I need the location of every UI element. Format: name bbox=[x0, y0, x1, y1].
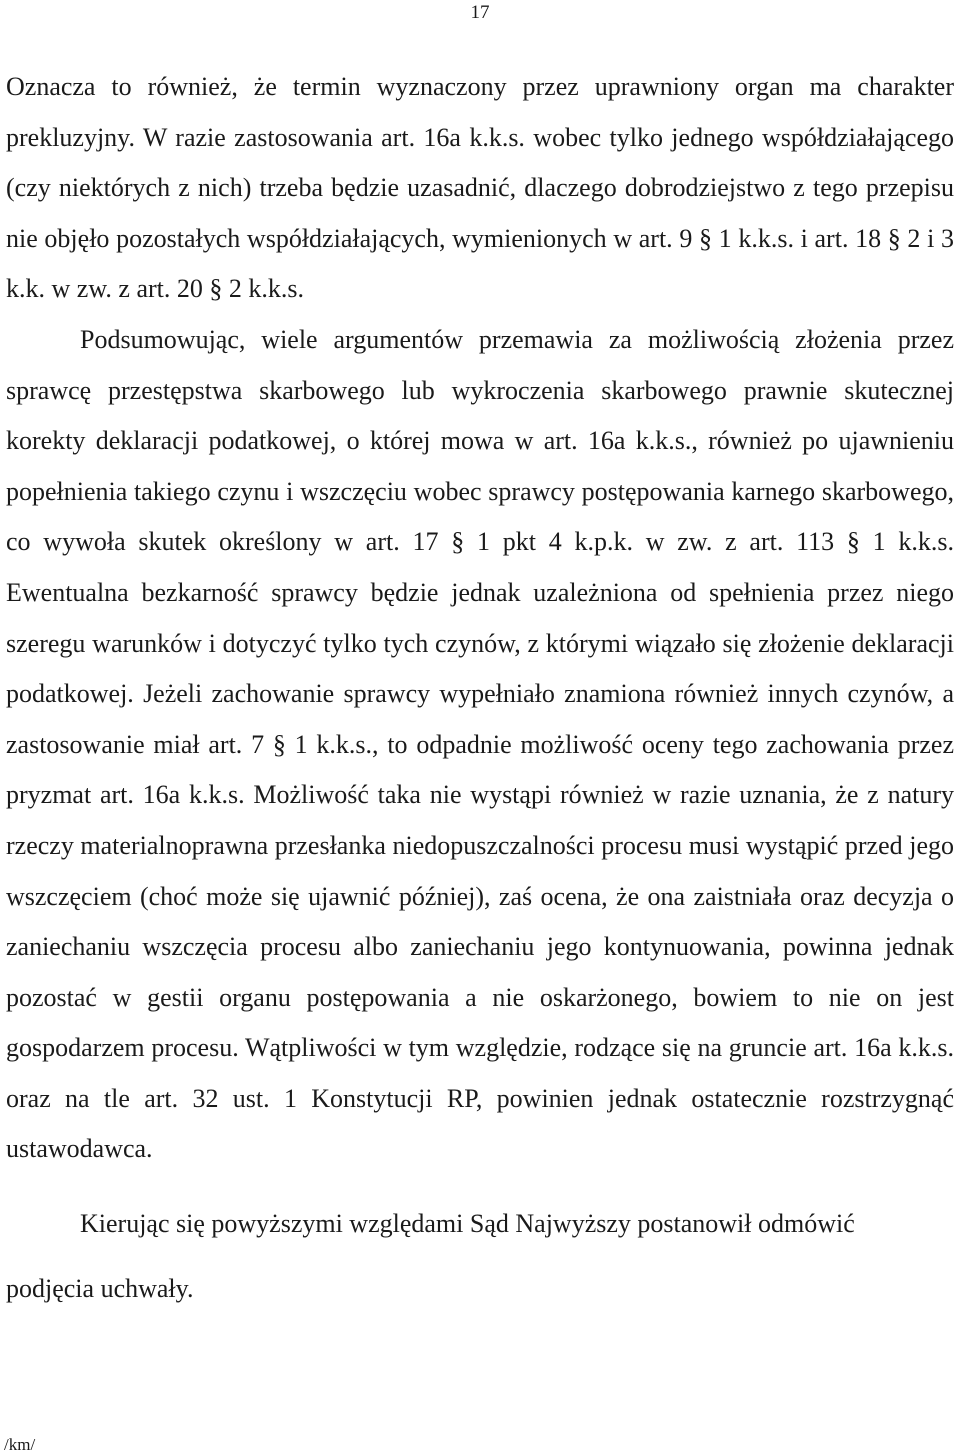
closing-paragraph-continuation: podjęcia uchwały. bbox=[6, 1273, 194, 1303]
author-initials: /km/ bbox=[4, 1435, 36, 1454]
document-body bbox=[6, 62, 954, 1314]
paragraph: Oznacza to również, że termin wyznaczony przez uprawniony organ ma charakter prekluzyjny. W razie zastosowania art. 16a k.k.s. wobec tylko jednego współdziałającego (czy niektórych z nich) trzeba będzie uzasadnić, dlaczego dobrodziejstwo z tego przepisu nie objęło pozostałych współdziałających, wymienionych w art. 9 § 1 k.k.s. i art. 18 § 2 i 3 k.k. w zw. z art. 20 § 2 k.k.s. bbox=[6, 72, 954, 304]
closing-paragraph-line: Kierując się powyższymi względami Sąd Najwyższy postanowił odmówić bbox=[80, 1209, 855, 1239]
page-number: 17 bbox=[470, 2, 490, 23]
paragraph: Podsumowując, wiele argumentów przemawia za możliwością złożenia przez sprawcę przestępstwa skarbowego lub wykroczenia skarbowego prawnie skutecznej korekty deklaracji podatkowej, o której mowa w art. 16a k.k.s., również po ujawnieniu popełnienia takiego czynu i wszczęciu wobec sprawcy postępowania karnego skarbowego, co wywoła skutek określony w art. 17 § 1 pkt 4 k.p.k. w zw. z art. 113 § 1 k.k.s. Ewentualna bezkarność sprawcy będzie jednak uzależniona od spełnienia przez niego szeregu warunków i dotyczyć tylko tych czynów, z którymi wiązało się złożenie deklaracji podatkowej. Jeżeli zachowanie sprawcy wypełniało znamiona również innych czynów, a zastosowanie miał art. 7 § 1 k.k.s., to odpadnie możliwość oceny tego zachowania przez pryzmat art. 16a k.k.s. Możliwość taka nie wystąpi również w razie uznania, że z natury rzeczy materialnoprawna przesłanka niedopuszczalności procesu musi wystąpić przed jego wszczęciem (choć może się ujawnić później), zaś ocena, że ona zaistniała oraz decyzja o zaniechaniu wszczęcia procesu albo zaniechaniu jego kontynuowania, powinna jednak pozostać w gestii organu postępowania a nie oskarżonego, bowiem to nie on jest gospodarzem procesu. Wątpliwości w tym względzie, rodzące się na gruncie art. 16a k.k.s. oraz na tle art. 32 ust. 1 Konstytucji RP, powinien jednak ostatecznie rozstrzygnąć ustawodawca. bbox=[6, 324, 954, 1164]
